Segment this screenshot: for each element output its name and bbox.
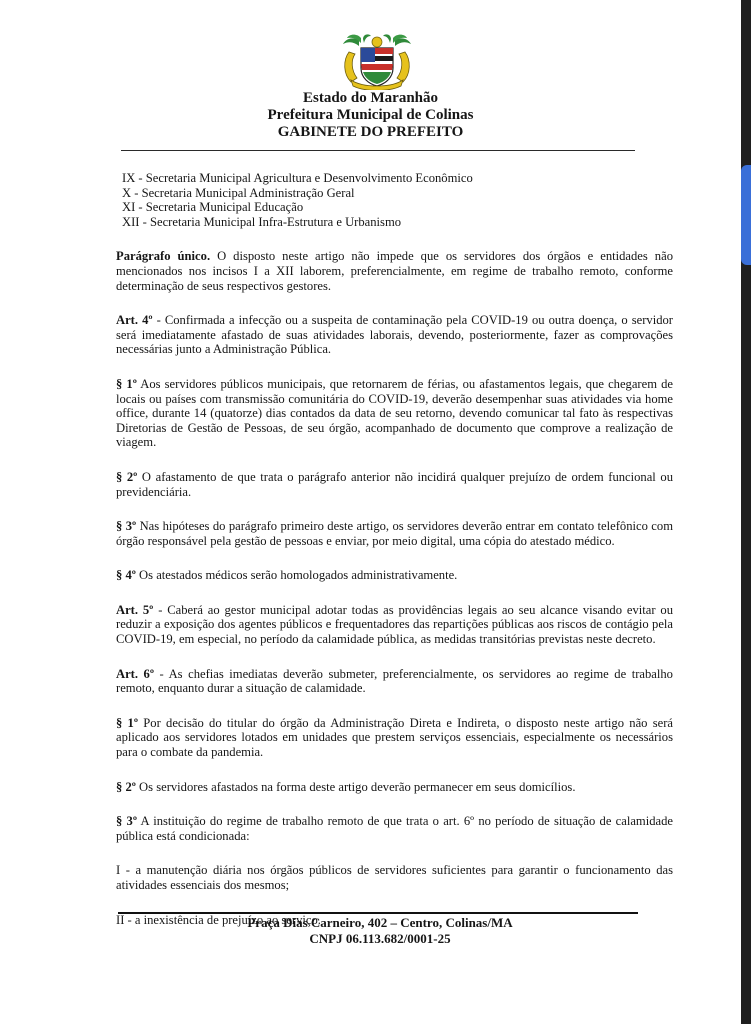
list-item: X - Secretaria Municipal Administração Geral	[122, 185, 355, 200]
paragraph-label: § 3º	[116, 519, 137, 534]
header-office: GABINETE DO PREFEITO	[277, 124, 464, 140]
paragraph-label: § 2º	[116, 779, 136, 794]
paragraph	[116, 863, 673, 892]
paragraph-text: - Confirmada a infecção ou a suspeita de contaminação pela COVID-19 ou outra doença, o servidor será imediatamente afastado de suas atividades laborais, devendo, posteriormente, fazer as comprovações necessárias junto a Administração Pública.	[116, 313, 674, 357]
paragraph	[116, 377, 673, 450]
paragraph-label: § 1º	[116, 376, 137, 391]
paragraph-text: Aos servidores públicos municipais, que retornarem de férias, ou afastamentos legais, que chegarem de locais ou países com transmissão comunitária do COVID-19, deverão desempenhar suas atividades via home office, durante 14 (quatorze) dias contados da data de seu retorno, devendo comunicar tal fato às respectivas Diretorias de Gestão de Pessoas, de seu órgão, acompanhado de documento que comprove a realização de viagem.	[116, 376, 673, 450]
coat-of-arms-icon	[339, 34, 415, 90]
header-divider	[121, 150, 635, 151]
paragraph-text: I - a manutenção diária nos órgãos públicos de servidores suficientes para garantir o funcionamento das atividades essenciais dos mesmos;	[116, 863, 673, 892]
paragraph-label: § 4º	[116, 568, 136, 583]
paragraph-label: Art. 5º	[116, 602, 154, 617]
paragraph	[116, 249, 673, 293]
list-item: XII - Secretaria Municipal Infra-Estrutura e Urbanismo	[122, 214, 402, 229]
paragraph	[116, 667, 673, 696]
paragraph-label: § 2º	[116, 469, 138, 484]
paragraph	[116, 313, 673, 357]
paragraph-label: § 1º	[116, 715, 139, 730]
document-footer	[0, 912, 751, 947]
list-item: XI - Secretaria Municipal Educação	[122, 200, 304, 215]
paragraph-label: Art. 4º	[116, 313, 153, 328]
footer-cnpj: CNPJ 06.113.682/0001-25	[309, 931, 451, 946]
secretariat-list	[116, 171, 673, 229]
paragraph-text: O disposto neste artigo não impede que os servidores dos órgãos e entidades não mencionados nos incisos I a XII laborem, preferencialmente, em regime de trabalho remoto, conforme determinação de seus respectivos gestores.	[116, 249, 673, 293]
footer-address: Praça Dias Carneiro, 402 – Centro, Colinas/MA	[247, 915, 513, 930]
paragraph-text: - As chefias imediatas deverão submeter, preferencialmente, os servidores ao regime de trabalho remoto, enquanto durar a situação de calamidade.	[116, 666, 673, 696]
paragraph-text: Nas hipóteses do parágrafo primeiro deste artigo, os servidores deverão entrar em contato telefônico com órgão responsável pela gestão de pessoas e enviar, por meio digital, uma cópia do atestado médico.	[116, 519, 673, 548]
header-municipality: Prefeitura Municipal de Colinas	[267, 107, 474, 123]
paragraph-label: Parágrafo único.	[116, 249, 211, 264]
paragraph-text: O afastamento de que trata o parágrafo anterior não incidirá qualquer prejuízo de ordem funcional ou previdenciária.	[116, 469, 673, 499]
paragraph-label: Art. 6º	[116, 666, 155, 681]
paragraph-text: II - a inexistência de prejuízo ao serviço.	[116, 912, 321, 927]
document-body	[116, 171, 673, 947]
paragraph	[116, 780, 673, 795]
document-header	[0, 90, 741, 141]
paragraph-text: Os atestados médicos serão homologados administrativamente.	[135, 568, 458, 583]
paragraph	[116, 603, 673, 647]
footer-divider	[118, 912, 638, 914]
paragraph-text: A instituição do regime de trabalho remoto de que trata o art. 6º no período de situação de calamidade pública está condicionada:	[116, 814, 673, 843]
paragraph-text: - Caberá ao gestor municipal adotar todas as providências legais ao seu alcance visando evitar ou reduzir a exposição dos agentes públicos e frequentadores das repartições públicas aos riscos de contágio pela COVID-19, em especial, no período da calamidade pública, as medidas transitórias previstas neste decreto.	[116, 602, 673, 647]
paragraph	[116, 568, 673, 583]
header-state: Estado do Maranhão	[302, 90, 439, 106]
paragraph	[116, 519, 673, 548]
paragraph-label: § 3º	[116, 814, 137, 829]
paragraph-text: Os servidores afastados na forma deste artigo deverão permanecer em seus domicílios.	[135, 779, 576, 794]
paragraph	[116, 716, 673, 760]
paragraph	[116, 814, 673, 843]
list-item: IX - Secretaria Municipal Agricultura e Desenvolvimento Econômico	[122, 171, 473, 185]
scroll-indicator[interactable]	[741, 165, 751, 265]
paragraph	[116, 470, 673, 499]
paragraph-text: Por decisão do titular do órgão da Administração Direta e Indireta, o disposto neste artigo não será aplicado aos servidores lotados em unidades que prestem serviços essenciais, especialmente os necessários para o combate da pandemia.	[116, 715, 673, 760]
